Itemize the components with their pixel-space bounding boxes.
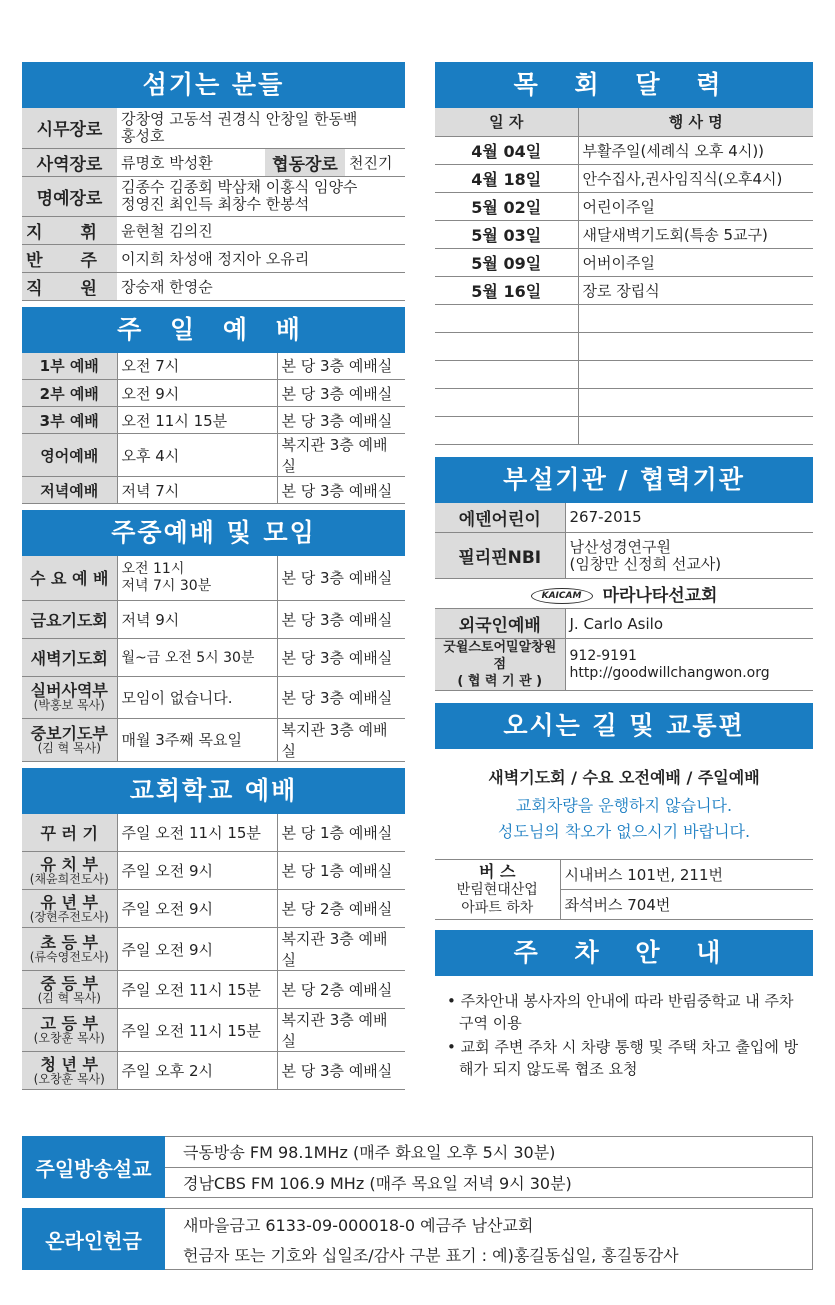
school-label: 유 년 부 (장현주전도사) — [22, 890, 117, 928]
servers-label: 지 휘 — [22, 216, 117, 244]
broadcast-line: 경남CBS FM 106.9 MHz (매주 목요일 저녁 9시 30분) — [165, 1167, 812, 1198]
calendar-event — [578, 388, 813, 416]
servers-value-2: 천진기 — [345, 148, 405, 176]
offering-label: 온라인헌금 — [22, 1208, 165, 1270]
bus-stop-name: 반림현대산업 아파트 하차 — [456, 881, 538, 916]
bus-stop — [435, 860, 560, 920]
bus-table — [435, 859, 813, 920]
calendar-date: 5월 09일 — [435, 248, 578, 276]
bus-route: 시내버스 101번, 211번 — [560, 860, 813, 890]
calendar-event — [578, 416, 813, 444]
servers-value: 강창영 고동석 권경식 안창일 한동백 홍성호 — [117, 108, 405, 148]
right-column — [435, 62, 813, 1082]
calendar-date — [435, 416, 578, 444]
servers-value: 윤현철 김의진 — [117, 216, 405, 244]
weekday-time: 매월 3주째 목요일 — [117, 718, 277, 761]
parking-note: • 교회 주변 주차 시 차량 통행 및 주택 차고 출입에 방해가 되지 않도록 협조 요청 — [447, 1038, 799, 1078]
school-leader: (류숙영전도사) — [29, 950, 109, 964]
school-place: 복지관 3층 예배실 — [277, 928, 405, 971]
affiliate-value: 267-2015 — [565, 503, 813, 533]
worship-place: 본 당 3층 예배실 — [277, 353, 405, 380]
school-time: 주일 오전 11시 15분 — [117, 1009, 277, 1052]
school-time: 주일 오전 9시 — [117, 890, 277, 928]
school-label: 초 등 부 (류숙영전도사) — [22, 928, 117, 971]
calendar-date — [435, 388, 578, 416]
affiliate-value: J. Carlo Asilo — [565, 609, 813, 639]
weekday-place: 본 당 3층 예배실 — [277, 676, 405, 718]
calendar-event: 장로 장립식 — [578, 276, 813, 304]
calendar-event: 안수집사,권사임직식(오후4시) — [578, 164, 813, 192]
affiliate-label: 에덴어린이 — [435, 503, 565, 533]
school-time: 주일 오전 9시 — [117, 928, 277, 971]
servers-value: 장숭재 한영순 — [117, 272, 405, 300]
weekday-time: 월~금 오전 5시 30분 — [117, 638, 277, 676]
calendar-date: 5월 16일 — [435, 276, 578, 304]
worship-time: 오전 11시 15분 — [117, 407, 277, 434]
broadcast-box — [22, 1136, 813, 1198]
directions-line: 성도님의 착오가 없으시기 바랍니다. — [497, 822, 751, 841]
servers-label: 반 주 — [22, 244, 117, 272]
school-label: 꾸 러 기 — [22, 814, 117, 852]
school-place: 복지관 3층 예배실 — [277, 1009, 405, 1052]
sunday-worship-header: 주 일 예 배 — [22, 307, 405, 353]
calendar-event: 새달새벽기도회(특송 5교구) — [578, 220, 813, 248]
weekday-place: 본 당 3층 예배실 — [277, 638, 405, 676]
school-label: 중 등 부 (김 혁 목사) — [22, 971, 117, 1009]
weekday-time: 오전 11시 저녁 7시 30분 — [117, 556, 277, 600]
affiliate-label: 필리핀NBI — [435, 533, 565, 579]
parking-header: 주 차 안 내 — [435, 930, 813, 976]
kaicam-row — [435, 579, 813, 609]
calendar-col-date: 일 자 — [435, 108, 578, 136]
school-header: 교회학교 예배 — [22, 768, 405, 814]
parking-notes — [435, 976, 813, 1080]
servers-label-2: 협동장로 — [265, 148, 345, 176]
offering-line: 새마을금고 6133-09-000018-0 예금주 남산교회 — [183, 1215, 534, 1235]
worship-label: 3부 예배 — [22, 407, 117, 434]
calendar-col-event: 행 사 명 — [578, 108, 813, 136]
school-place: 본 당 1층 예배실 — [277, 852, 405, 890]
school-place: 본 당 1층 예배실 — [277, 814, 405, 852]
worship-label: 2부 예배 — [22, 380, 117, 407]
servers-header: 섬기는 분들 — [22, 62, 405, 108]
school-time: 주일 오전 11시 15분 — [117, 971, 277, 1009]
calendar-date: 4월 04일 — [435, 136, 578, 164]
sunday-worship-table — [22, 353, 405, 505]
worship-label: 저녁예배 — [22, 477, 117, 504]
worship-place: 본 당 3층 예배실 — [277, 477, 405, 504]
worship-time: 저녁 7시 — [117, 477, 277, 504]
worship-time: 오후 4시 — [117, 434, 277, 477]
weekday-label: 수 요 예 배 — [22, 556, 117, 600]
calendar-date — [435, 304, 578, 332]
school-place: 본 당 2층 예배실 — [277, 890, 405, 928]
calendar-event — [578, 332, 813, 360]
weekday-leader: (박홍보 목사) — [33, 698, 105, 712]
calendar-date: 4월 18일 — [435, 164, 578, 192]
affiliate-label: 외국인예배 — [435, 609, 565, 639]
kaicam-name: 마라나타선교회 — [602, 586, 718, 606]
bus-label: 버 스 — [479, 861, 516, 881]
servers-value: 이지희 차성애 정지아 오유리 — [117, 244, 405, 272]
weekday-header: 주중예배 및 모임 — [22, 510, 405, 556]
affiliate-value: 남산성경연구원 (임창만 신정희 선교사) — [565, 533, 813, 579]
affiliates-header: 부설기관 / 협력기관 — [435, 457, 813, 503]
calendar-date: 5월 03일 — [435, 220, 578, 248]
school-leader: (오창훈 목사) — [33, 1071, 105, 1086]
worship-place: 본 당 3층 예배실 — [277, 380, 405, 407]
offering-box — [22, 1208, 813, 1270]
worship-time: 오전 9시 — [117, 380, 277, 407]
kaicam-logo-icon: KAICAM — [531, 588, 593, 604]
school-time: 주일 오전 9시 — [117, 852, 277, 890]
servers-label: 명예장로 — [22, 176, 117, 216]
directions-line: 교회차량을 운행하지 않습니다. — [515, 796, 733, 815]
broadcast-label: 주일방송설교 — [22, 1136, 165, 1198]
school-time: 주일 오후 2시 — [117, 1052, 277, 1090]
parking-note: • 주차안내 봉사자의 안내에 따라 반림중학교 내 주차구역 이용 — [447, 992, 794, 1032]
calendar-event — [578, 360, 813, 388]
school-leader: (오창훈 목사) — [33, 1031, 105, 1045]
school-place: 본 당 2층 예배실 — [277, 971, 405, 1009]
calendar-event: 부활주일(세례식 오후 4시)) — [578, 136, 813, 164]
calendar-event: 어버이주일 — [578, 248, 813, 276]
worship-label: 영어예배 — [22, 434, 117, 477]
weekday-leader: (김 혁 목사) — [37, 740, 101, 755]
calendar-date: 5월 02일 — [435, 192, 578, 220]
directions-header: 오시는 길 및 교통편 — [435, 703, 813, 749]
calendar-date — [435, 360, 578, 388]
offering-line: 헌금자 또는 기호와 십일조/감사 구분 표기 : 예)홍길동십일, 홍길동감사 — [183, 1245, 679, 1265]
calendar-header: 목 회 달 력 — [435, 62, 813, 108]
worship-place: 본 당 3층 예배실 — [277, 407, 405, 434]
school-label: 청 년 부 (오창훈 목사) — [22, 1052, 117, 1090]
servers-value: 김종수 김종회 박삼채 이홍식 임양수 정영진 최인득 최창수 한봉석 — [117, 176, 405, 216]
weekday-place: 본 당 3층 예배실 — [277, 556, 405, 600]
school-leader: (채윤희전도사) — [29, 871, 109, 886]
school-leader: (장현주전도사) — [29, 909, 109, 924]
calendar-table — [435, 108, 813, 445]
school-leader: (김 혁 목사) — [37, 990, 101, 1005]
directions-line: 새벽기도회 / 수요 오전예배 / 주일예배 — [488, 768, 760, 787]
servers-table — [22, 108, 405, 301]
school-table — [22, 814, 405, 1091]
worship-time: 오전 7시 — [117, 353, 277, 380]
weekday-place: 복지관 3층 예배실 — [277, 718, 405, 761]
left-column — [22, 62, 405, 1090]
calendar-event: 어린이주일 — [578, 192, 813, 220]
weekday-label: 중보기도부 (김 혁 목사) — [22, 718, 117, 761]
affiliate-label: 굿윌스토어밀알창원점 ( 협 력 기 관 ) — [435, 639, 565, 691]
weekday-time: 모임이 없습니다. — [117, 676, 277, 718]
weekday-label: 실버사역부 (박홍보 목사) — [22, 676, 117, 718]
worship-place: 복지관 3층 예배실 — [277, 434, 405, 477]
worship-label: 1부 예배 — [22, 353, 117, 380]
school-label: 유 치 부 (채윤희전도사) — [22, 852, 117, 890]
weekday-label: 금요기도회 — [22, 600, 117, 638]
weekday-place: 본 당 3층 예배실 — [277, 600, 405, 638]
school-label: 고 등 부 (오창훈 목사) — [22, 1009, 117, 1052]
weekday-label: 새벽기도회 — [22, 638, 117, 676]
affiliate-value: 912-9191 http://goodwillchangwon.org — [565, 639, 813, 691]
calendar-date — [435, 332, 578, 360]
affiliates-table — [435, 503, 813, 692]
broadcast-line: 극동방송 FM 98.1MHz (매주 화요일 오후 5시 30분) — [183, 1143, 556, 1163]
servers-label: 시무장로 — [22, 108, 117, 148]
school-time: 주일 오전 11시 15분 — [117, 814, 277, 852]
bus-route: 좌석버스 704번 — [560, 890, 813, 920]
servers-value: 류명호 박성환 — [117, 148, 265, 176]
servers-label: 직 원 — [22, 272, 117, 300]
servers-label: 사역장로 — [22, 148, 117, 176]
calendar-event — [578, 304, 813, 332]
school-place: 본 당 3층 예배실 — [277, 1052, 405, 1090]
directions-notice — [435, 749, 813, 845]
weekday-table — [22, 556, 405, 762]
weekday-time: 저녁 9시 — [117, 600, 277, 638]
